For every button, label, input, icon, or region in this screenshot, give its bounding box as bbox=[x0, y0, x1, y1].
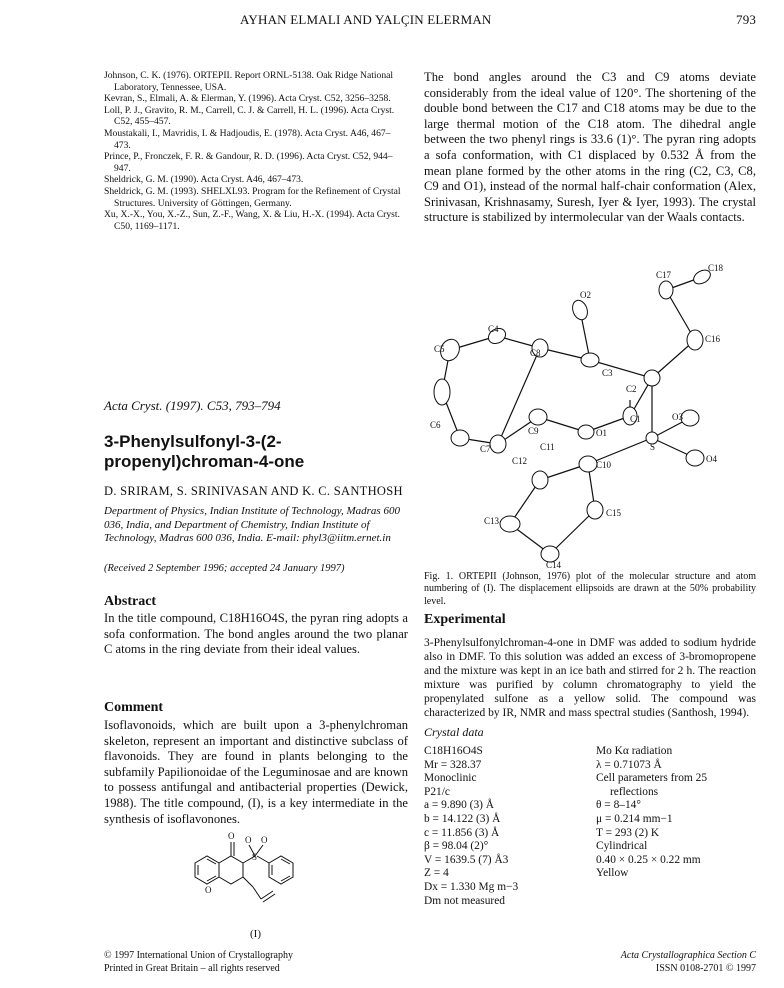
atom-label: O1 bbox=[596, 428, 607, 438]
crystal-data-value: μ = 0.214 mm−1 bbox=[596, 812, 673, 825]
atom-ellipsoids bbox=[434, 267, 713, 562]
crystal-data-value: λ = 0.71073 Å bbox=[596, 758, 662, 771]
crystal-data-value: Monoclinic bbox=[424, 772, 477, 785]
crystal-data-value: Cylindrical bbox=[596, 840, 648, 853]
crystal-data-left bbox=[424, 745, 589, 908]
crystal-data-value: Cell parameters from 25 bbox=[596, 772, 708, 785]
carbonyl-o-label: O bbox=[228, 831, 235, 841]
article-authors: D. SRIRAM, S. SRINIVASAN AND K. C. SANTHOSH bbox=[104, 484, 403, 498]
crystal-data-heading: Crystal data bbox=[424, 725, 484, 739]
ortep-figure bbox=[420, 252, 760, 570]
atom-label: C11 bbox=[540, 442, 555, 452]
reference-item: Moustakali, I., Mavridis, I. & Hadjoudis, E. (1978). Acta Cryst. A46, 467–473. bbox=[104, 127, 391, 151]
atom-label: C2 bbox=[626, 384, 637, 394]
sulfonyl-o-label: O bbox=[261, 835, 268, 845]
reference-item: Loll, P. J., Gravito, R. M., Carrell, C. J. & Carrell, H. L. (1996). Acta Cryst. C52, 455–457. bbox=[104, 104, 395, 128]
crystal-data-value: b = 14.122 (3) Å bbox=[424, 812, 501, 825]
chemical-scheme bbox=[185, 815, 335, 925]
bonds bbox=[442, 277, 702, 554]
atom-label: C17 bbox=[656, 270, 672, 280]
atom-label: C15 bbox=[606, 508, 622, 518]
crystal-data-value: Z = 4 bbox=[424, 867, 449, 880]
benzene-ring-left bbox=[195, 856, 219, 884]
atom-label: C13 bbox=[484, 516, 500, 526]
atom-label: C5 bbox=[434, 344, 445, 354]
crystal-data-value: Yellow bbox=[596, 867, 629, 880]
crystal-data-value: Dx = 1.330 Mg m−3 bbox=[424, 880, 519, 893]
comment-text: Isoflavonoids, which are built upon a 3-phenylchroman skeleton, represent an important and distinctive subclass of flavonoids. They are found in plants belonging to the subfamily Papilionoidae of the Leguminosae and are known to possess antifungal and antibacterial properties (Dewick, 1988). The title compound, (I), is a key intermediate in the synthesis of isoflavonones. bbox=[104, 718, 408, 826]
atom-label: C10 bbox=[596, 460, 612, 470]
crystal-data-value: β = 98.04 (2)° bbox=[424, 840, 489, 853]
crystal-data-value: Dm not measured bbox=[424, 894, 505, 907]
atom-label: C12 bbox=[512, 456, 528, 466]
atom-label: C16 bbox=[705, 334, 721, 344]
scheme-label: (I) bbox=[250, 928, 261, 940]
article-title: 3-Phenylsulfonyl-3-(2-propenyl)chroman-4-one bbox=[104, 432, 305, 471]
ring-o-label: O bbox=[205, 885, 212, 895]
crystal-data-value: c = 11.856 (3) Å bbox=[424, 826, 500, 839]
received-dates: (Received 2 September 1996; accepted 24 January 1997) bbox=[104, 563, 345, 574]
reference-item: Xu, X.-X., You, X.-Z., Sun, Z.-F., Wang, X. & Liu, H.-X. (1994). Acta Cryst. C50, 1169–1171. bbox=[104, 209, 400, 232]
figure-caption: Fig. 1. ORTEPII (Johnson, 1976) plot of the molecular structure and atom numbering of (I). The displacement ellipsoids are drawn at the 50% probability level. bbox=[424, 571, 756, 607]
atom-label: C18 bbox=[708, 263, 724, 273]
reference-item: Johnson, C. K. (1976). ORTEPII. Report ORNL-5138. Oak Ridge National Laboratory, Tennessee, USA. bbox=[104, 70, 394, 93]
atom-label: C7 bbox=[480, 444, 491, 454]
crystal-data-value: Mo Kα radiation bbox=[596, 745, 673, 757]
reference-item: Kevran, S., Elmali, A. & Elerman, Y. (1996). Acta Cryst. C52, 3256–3258. bbox=[104, 93, 391, 105]
crystal-data-value: P21/c bbox=[424, 785, 450, 798]
crystal-data-value: θ = 8–14° bbox=[596, 799, 641, 812]
crystal-data-value: a = 9.890 (3) Å bbox=[424, 799, 495, 812]
crystal-data-value: T = 293 (2) K bbox=[596, 826, 660, 839]
crystal-data-value: V = 1639.5 (7) Å3 bbox=[424, 853, 509, 866]
atom-label: C9 bbox=[528, 426, 539, 436]
crystal-data-right bbox=[596, 745, 761, 881]
sulfur-label: S bbox=[252, 852, 258, 862]
atom-label: S bbox=[650, 442, 656, 452]
copyright-line: © 1997 International Union of Crystallography bbox=[104, 950, 293, 961]
page-number: 793 bbox=[736, 12, 757, 27]
atom-label: C4 bbox=[488, 324, 499, 334]
issn-footer: ISSN 0108-2701 © 1997 bbox=[655, 963, 756, 974]
abstract-heading: Abstract bbox=[104, 594, 157, 609]
reference-item: Sheldrick, G. M. (1993). SHELXL93. Program for the Refinement of Crystal Structures. University of Göttingen, Germany. bbox=[104, 185, 401, 209]
running-header-authors: AYHAN ELMALI AND YALÇIN ELERMAN bbox=[240, 12, 492, 27]
atom-label: C8 bbox=[530, 348, 541, 358]
journal-footer: Acta Crystallographica Section C bbox=[620, 950, 756, 961]
abstract-text: In the title compound, C18H16O4S, the pyran ring adopts a sofa conformation. The bond angles around the two planar C atoms in the ring deviate from their ideal values. bbox=[104, 611, 408, 657]
journal-citation: Acta Cryst. (1997). C53, 793–794 bbox=[104, 398, 281, 413]
atom-label: C14 bbox=[546, 560, 562, 570]
atom-label: O4 bbox=[706, 454, 717, 464]
comment-heading: Comment bbox=[104, 700, 164, 715]
reference-list bbox=[104, 70, 404, 232]
benzene-ring-right bbox=[269, 856, 293, 884]
crystal-data-value: 0.40 × 0.25 × 0.22 mm bbox=[596, 853, 701, 866]
reference-item: Prince, P., Fronczek, F. R. & Gandour, R. D. (1996). Acta Cryst. C52, 944–947. bbox=[104, 151, 393, 174]
atom-label: O3 bbox=[672, 412, 683, 422]
atom-label: O2 bbox=[580, 290, 591, 300]
atom-label: C1 bbox=[630, 414, 641, 424]
discussion-paragraph: The bond angles around the C3 and C9 atoms deviate considerably from the ideal value of 120°. The shortening of the double bond between the C17 and C18 atoms may be due to the large thermal motion of the C18 atom. The dihedral angle between the two phenyl rings is 33.6 (1)°. The pyran ring adopts a sofa conformation, with C1 displaced by 0.532 Å from the mean plane formed by the other atoms in the ring (C2, C3, C8, C9 and O1), instead of the normal half-chair conformation (Alex, Srinivasan, Krishnasamy, Suresh, Iyer & Iyer, 1993). The crystal structure is stabilized by intermolecular van der Waals contacts. bbox=[424, 70, 756, 225]
reference-item: Sheldrick, G. M. (1990). Acta Cryst. A46, 467–473. bbox=[104, 174, 304, 186]
crystal-data-value: C18H16O4S bbox=[424, 745, 483, 757]
experimental-heading: Experimental bbox=[424, 612, 506, 627]
atom-label: C6 bbox=[430, 420, 441, 430]
crystal-data-value: Mr = 328.37 bbox=[424, 758, 482, 771]
experimental-text: 3-Phenylsulfonylchroman-4-one in DMF was added to sodium hydride also in DMF. To this solution was added an excess of 3-bromopropene and the mixture was kept in an ice bath and stirred for 2 h. The reaction mixture was purified by column chromatography to yield the propenylated sulfone as a yellow solid. The compound was characterized by IR, NMR and mass spectral studies (Santhosh, 1994). bbox=[424, 637, 756, 720]
crystal-data-value: reflections bbox=[610, 785, 659, 798]
printed-line: Printed in Great Britain – all rights reserved bbox=[104, 963, 280, 974]
atom-label: C3 bbox=[602, 368, 613, 378]
sulfonyl-o-label: O bbox=[245, 835, 252, 845]
affiliation: Department of Physics, Indian Institute of Technology, Madras 600 036, India, and Department of Chemistry, Indian Institute of Technology, Madras 600 036, India. E-mail: phyl3@iitm.ernet.in bbox=[104, 505, 400, 545]
